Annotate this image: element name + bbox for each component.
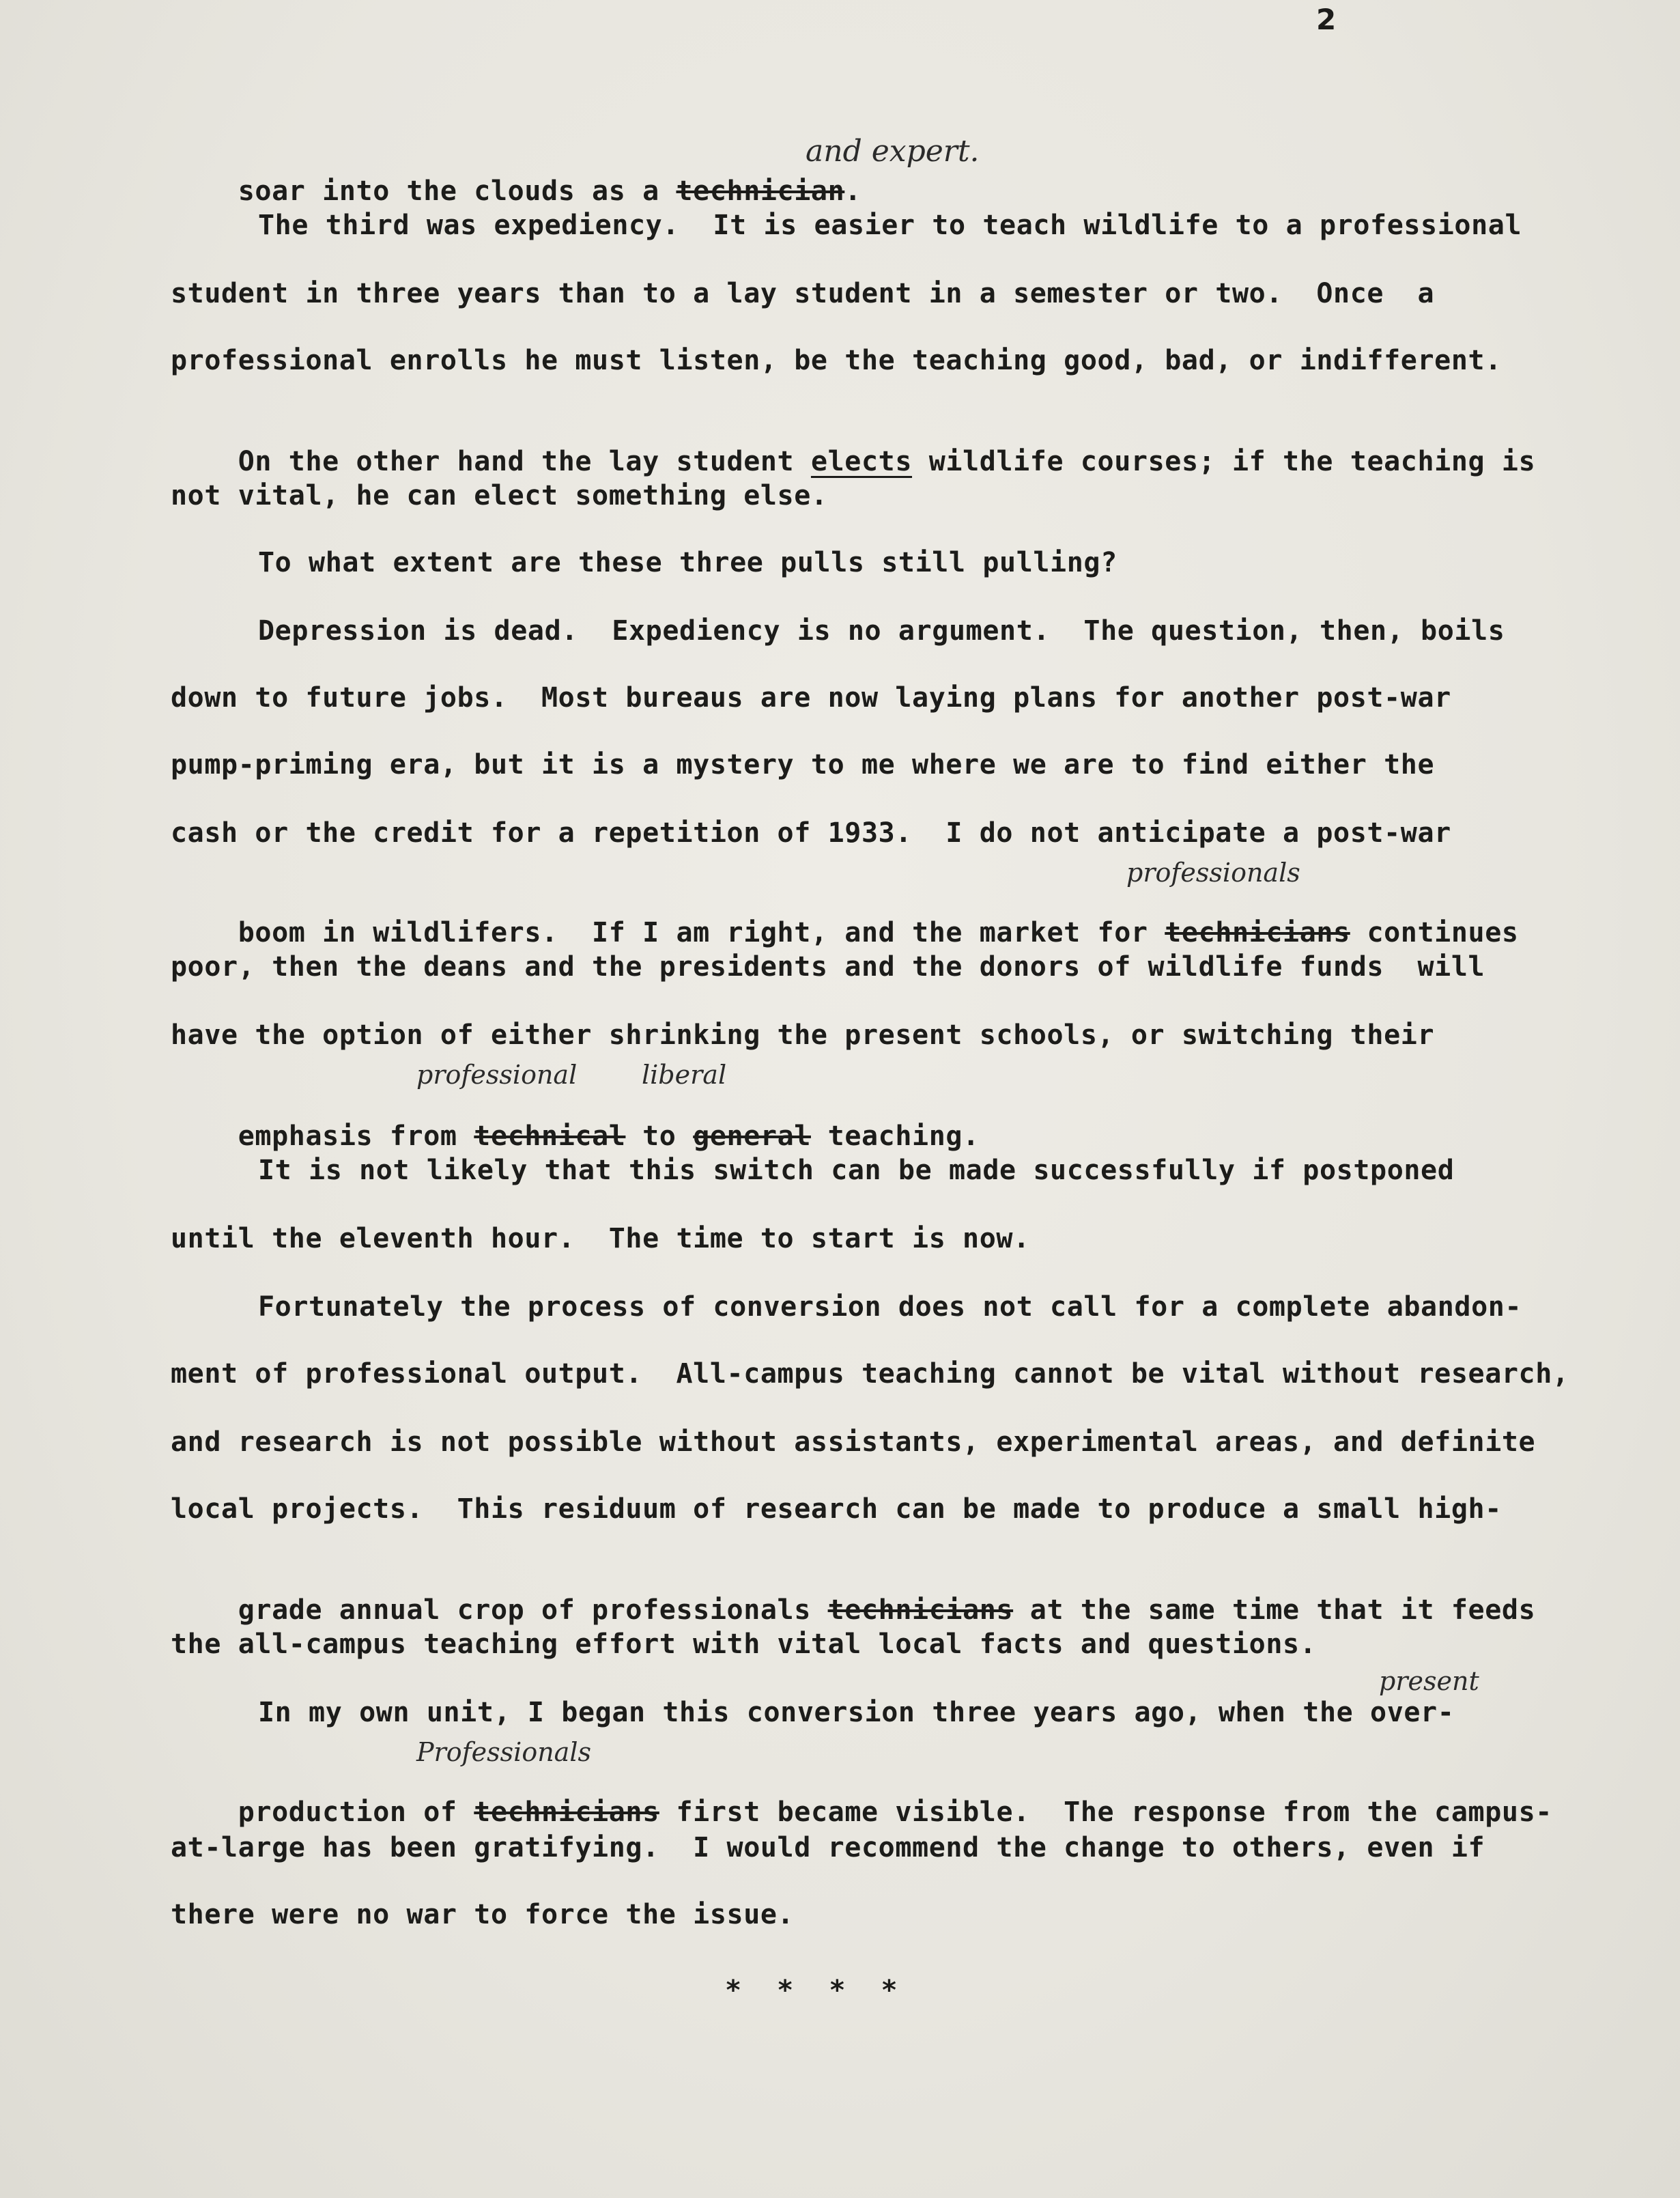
text-line: there were no war to force the issue.: [171, 1899, 795, 1930]
text-line: It is not likely that this switch can be made successfully if postponed: [258, 1155, 1455, 1186]
end-mark: * * * *: [725, 1975, 907, 2006]
text-line: student in three years than to a lay student in a semester or two. Once a: [171, 278, 1435, 309]
text-line: have the option of either shrinking the present schools, or switching their: [171, 1019, 1435, 1051]
text-line: Depression is dead. Expediency is no argument. The question, then, boils: [258, 615, 1505, 647]
struck-word: general: [693, 1121, 811, 1152]
text-segment: boom in wildlifers. If I am right, and the market for: [238, 917, 1165, 948]
text-line: The third was expediency. It is easier to teach wildlife to a professional: [258, 210, 1522, 241]
underlined-word: elects: [810, 446, 913, 477]
text-line: professional enrolls he must listen, be the teaching good, bad, or indifferent.: [171, 345, 1502, 376]
text-line: down to future jobs. Most bureaus are now laying plans for another post-war: [171, 682, 1451, 714]
text-segment: to: [625, 1121, 694, 1152]
text-line: and research is not possible without assistants, experimental areas, and definite: [171, 1426, 1536, 1458]
text-segment: production of: [238, 1797, 474, 1828]
struck-word: technician: [676, 175, 845, 207]
text-segment: soar into the clouds as a: [238, 175, 677, 207]
text-segment: On the other hand the lay student: [238, 446, 811, 477]
handwritten-insertion: liberal: [642, 1060, 727, 1090]
text-segment: grade annual crop of professionals: [238, 1594, 828, 1626]
text-line: pump-priming era, but it is a mystery to me where we are to find either the: [171, 749, 1435, 780]
struck-word: technicians: [827, 1594, 1014, 1626]
handwritten-insertion: Professionals: [416, 1737, 591, 1767]
text-line: poor, then the deans and the presidents and the donors of wildlife funds will: [171, 951, 1485, 983]
page-number: 2: [1316, 3, 1337, 36]
text-segment: at the same time that it feeds: [1013, 1594, 1536, 1626]
text-line: To what extent are these three pulls still pulling?: [258, 547, 1117, 578]
handwritten-insertion: and expert.: [806, 134, 980, 169]
text-line: In my own unit, I began this conversion three years ago, when the over-: [258, 1697, 1455, 1728]
text-line: Fortunately the process of conversion does not call for a complete abandon-: [258, 1291, 1522, 1323]
text-line: not vital, he can elect something else.: [171, 480, 828, 511]
text-segment: teaching.: [810, 1121, 980, 1152]
text-line: local projects. This residuum of research can be made to produce a small high-: [171, 1493, 1502, 1525]
text-line: ment of professional output. All-campus teaching cannot be vital without research,: [171, 1358, 1569, 1390]
struck-word: technical: [474, 1121, 626, 1152]
struck-word: technicians: [1165, 917, 1350, 948]
text-segment: .: [844, 175, 862, 207]
struck-word: technicians: [474, 1797, 659, 1828]
text-line: until the eleventh hour. The time to start is now.: [171, 1223, 1030, 1254]
text-segment: first became visible. The response from the campus-: [659, 1797, 1552, 1828]
text-segment: continues: [1350, 917, 1519, 948]
text-line: at-large has been gratifying. I would recommend the change to others, even if: [171, 1832, 1485, 1863]
text-segment: wildlife courses; if the teaching is: [912, 446, 1536, 477]
text-line: the all-campus teaching effort with vital local facts and questions.: [171, 1629, 1317, 1660]
handwritten-insertion: professionals: [1126, 858, 1300, 888]
handwritten-insertion: professional: [416, 1060, 578, 1090]
text-line: cash or the credit for a repetition of 1933. I do not anticipate a post-war: [171, 817, 1451, 849]
text-segment: emphasis from: [238, 1121, 474, 1152]
handwritten-insertion: present: [1379, 1666, 1479, 1696]
